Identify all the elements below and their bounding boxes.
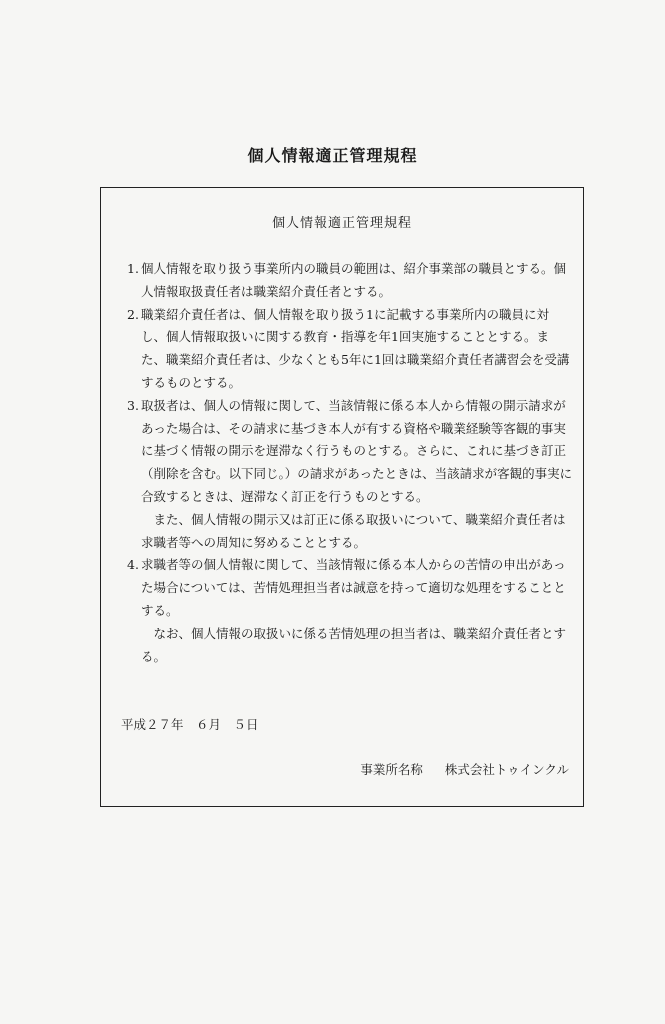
office-label: 事業所名称 <box>360 762 423 777</box>
article-2 <box>127 304 573 395</box>
article-number: 1. <box>127 261 139 276</box>
article-paragraph: 職業紹介責任者は、個人情報を取り扱う1に記載する事業所内の職員に対し、個人情報取扱いに関する教育・指導を年1回実施することとする。また、職業紹介責任者は、少なくとも5年に1回は職業紹介責任者講習会を受講するものとする。 <box>141 306 570 390</box>
article-number: 3. <box>127 397 139 413</box>
article-3 <box>127 395 573 555</box>
article-paragraph: 求職者等の個人情報に関して、当該情報に係る本人からの苦情の申出があった場合については、苦情処理担当者は誠意を持って適切な処理をすることとする。 <box>141 557 566 618</box>
office-name: 株式会社トゥインクル <box>444 762 569 777</box>
page-title: 個人情報適正管理規程 <box>247 146 418 165</box>
article-number: 2. <box>127 306 139 322</box>
article-number: 4. <box>127 557 139 573</box>
article-4 <box>127 554 573 668</box>
regulation-box <box>100 187 584 807</box>
article-1 <box>127 258 573 304</box>
article-paragraph: また、個人情報の開示又は訂正に係る取扱いについて、職業紹介責任者は求職者等への周知に努めることとする。 <box>141 511 566 550</box>
enactment-date: 平成２７年 ６月 ５日 <box>121 717 259 732</box>
article-paragraph: 取扱者は、個人の情報に関して、当該情報に係る本人から情報の開示請求があった場合は、その請求に基づき本人が有する資格や職業経験等客観的事実に基づく情報の開示を遅滞なく行うものとする。さらに、これに基づき訂正（削除を含む。以下同じ。）の請求があったときは、当該請求が客観的事実に合致するときは、遅滞なく訂正を行うものとする。 <box>141 397 573 504</box>
article-list <box>127 258 573 668</box>
article-paragraph: なお、個人情報の取扱いに係る苦情処理の担当者は、職業紹介責任者とする。 <box>141 625 567 664</box>
article-paragraph: 個人情報を取り扱う事業所内の職員の範囲は、紹介事業部の職員とする。個人情報取扱責任者は職業紹介責任者とする。 <box>141 261 567 299</box>
box-title: 個人情報適正管理規程 <box>271 216 412 231</box>
office-info <box>360 760 569 778</box>
